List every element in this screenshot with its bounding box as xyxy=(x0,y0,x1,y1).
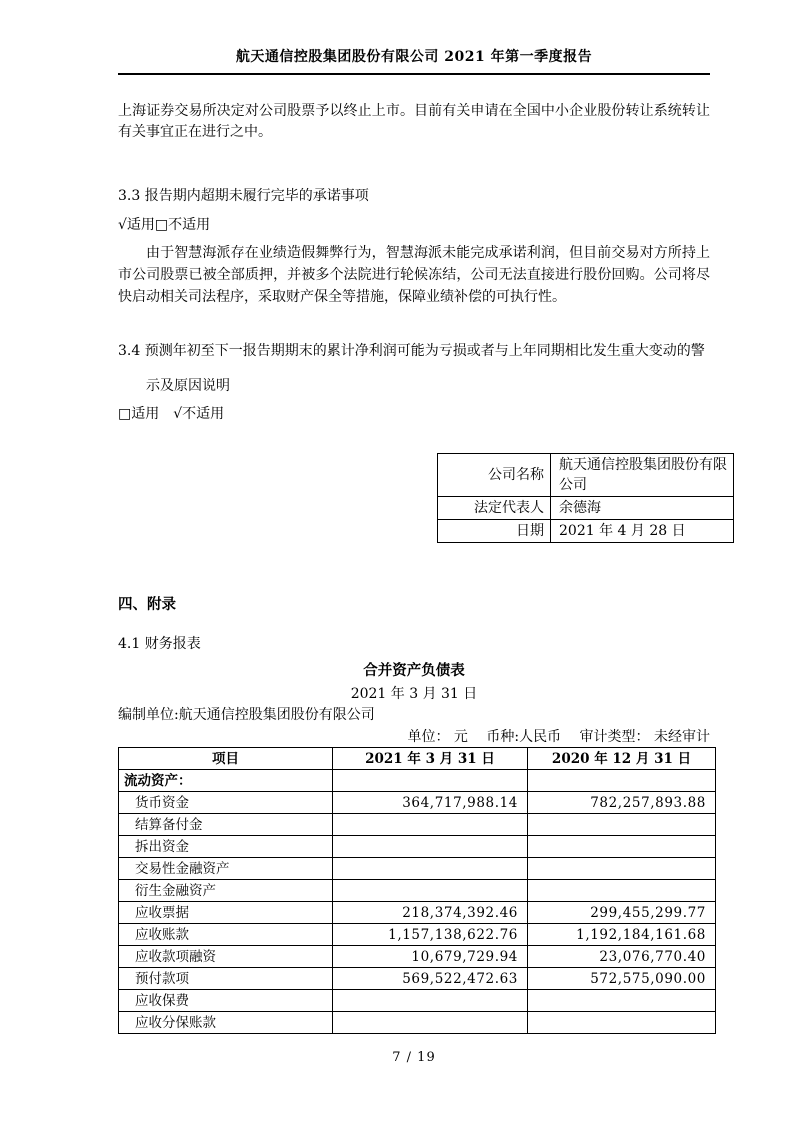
item-cell: 应收分保账款 xyxy=(119,1012,333,1034)
value-cell-prior xyxy=(528,990,716,1012)
value-cell-prior: 782,257,893.88 xyxy=(528,792,716,814)
item-cell: 衍生金融资产 xyxy=(119,880,333,902)
signature-label: 法定代表人 xyxy=(438,497,551,520)
item-cell: 交易性金融资产 xyxy=(119,858,333,880)
page-number: 7 / 19 xyxy=(392,1050,436,1065)
signature-value: 航天通信控股集团股份有限公司 xyxy=(551,454,734,497)
value-cell-current xyxy=(333,990,528,1012)
value-cell-prior xyxy=(528,770,716,792)
unit-meta-line: 单位： 元 币种:人民币 审计类型： 未经审计 xyxy=(407,729,710,745)
table-row xyxy=(119,924,716,946)
signature-label: 日期 xyxy=(438,520,551,543)
statement-title: 合并资产负债表 xyxy=(363,662,465,679)
appendix-subsection-heading: 4.1 财务报表 xyxy=(118,636,201,652)
value-cell-prior xyxy=(528,880,716,902)
column-header: 2021 年 3 月 31 日 xyxy=(333,748,528,770)
item-cell: 结算备付金 xyxy=(119,814,333,836)
value-cell-prior: 1,192,184,161.68 xyxy=(528,924,716,946)
item-cell: 货币资金 xyxy=(119,792,333,814)
value-cell-prior: 299,455,299.77 xyxy=(528,902,716,924)
value-cell-current: 218,374,392.46 xyxy=(333,902,528,924)
signature-row xyxy=(438,520,734,543)
item-cell: 应收款项融资 xyxy=(119,946,333,968)
table-row xyxy=(119,990,716,1012)
item-cell: 流动资产： xyxy=(119,770,333,792)
item-cell: 预付款项 xyxy=(119,968,333,990)
table-row xyxy=(119,880,716,902)
intro-paragraph: 上海证券交易所决定对公司股票予以终止上市。目前有关申请在全国中小企业股份转让系统转让有关事宜正在进行之中。 xyxy=(118,103,710,140)
appendix-section-heading: 四、附录 xyxy=(118,596,176,613)
value-cell-current: 364,717,988.14 xyxy=(333,792,528,814)
prepared-by-line: 编制单位:航天通信控股集团股份有限公司 xyxy=(118,707,375,723)
signature-row xyxy=(438,454,734,497)
column-header: 2020 年 12 月 31 日 xyxy=(528,748,716,770)
item-cell: 应收保费 xyxy=(119,990,333,1012)
value-cell-prior xyxy=(528,1012,716,1034)
section-3-4-heading: 3.4 预测年初至下一报告期期末的累计净利润可能为亏损或者与上年同期相比发生重大变动的警示及原因说明 xyxy=(118,343,705,394)
value-cell-prior: 572,575,090.00 xyxy=(528,968,716,990)
table-row xyxy=(119,946,716,968)
section-3-3-heading: 3.3 报告期内超期未履行完毕的承诺事项 xyxy=(118,188,369,204)
value-cell-prior xyxy=(528,858,716,880)
value-cell-current: 569,522,472.63 xyxy=(333,968,528,990)
table-row xyxy=(119,836,716,858)
signature-value: 余德海 xyxy=(551,497,734,520)
value-cell-current xyxy=(333,858,528,880)
signature-table-container xyxy=(437,453,727,543)
value-cell-current xyxy=(333,770,528,792)
section-3-3-applicability: √适用□不适用 xyxy=(118,217,211,233)
value-cell-current xyxy=(333,880,528,902)
item-cell: 拆出资金 xyxy=(119,836,333,858)
value-cell-prior: 23,076,770.40 xyxy=(528,946,716,968)
table-row xyxy=(119,858,716,880)
signature-value: 2021 年 4 月 28 日 xyxy=(551,520,734,543)
signature-label: 公司名称 xyxy=(438,454,551,497)
item-cell: 应收账款 xyxy=(119,924,333,946)
value-cell-current xyxy=(333,814,528,836)
value-cell-current xyxy=(333,1012,528,1034)
table-row xyxy=(119,814,716,836)
balance-sheet-container xyxy=(118,747,710,1034)
table-row xyxy=(119,1012,716,1034)
table-row xyxy=(119,770,716,792)
section-3-3-body: 由于智慧海派存在业绩造假舞弊行为，智慧海派未能完成承诺利润，但目前交易对方所持上市公司股票已被全部质押，并被多个法院进行轮候冻结，公司无法直接进行股份回购。公司将尽快启动相关司法程序，采取财产保全等措施，保障业绩补偿的可执行性。 xyxy=(118,245,710,305)
signature-table xyxy=(437,453,734,543)
item-cell: 应收票据 xyxy=(119,902,333,924)
statement-date: 2021 年 3 月 31 日 xyxy=(350,686,478,702)
value-cell-prior xyxy=(528,814,716,836)
page-header-title: 航天通信控股集团股份有限公司 2021 年第一季度报告 xyxy=(118,46,710,75)
section-3-4-applicability: □适用 √不适用 xyxy=(118,406,225,422)
balance-sheet-header-row xyxy=(119,748,716,770)
table-row xyxy=(119,902,716,924)
signature-row xyxy=(438,497,734,520)
value-cell-current: 1,157,138,622.76 xyxy=(333,924,528,946)
value-cell-current xyxy=(333,836,528,858)
value-cell-current: 10,679,729.94 xyxy=(333,946,528,968)
column-header: 项目 xyxy=(119,748,333,770)
value-cell-prior xyxy=(528,836,716,858)
table-row xyxy=(119,968,716,990)
balance-sheet-table xyxy=(118,747,716,1034)
table-row xyxy=(119,792,716,814)
